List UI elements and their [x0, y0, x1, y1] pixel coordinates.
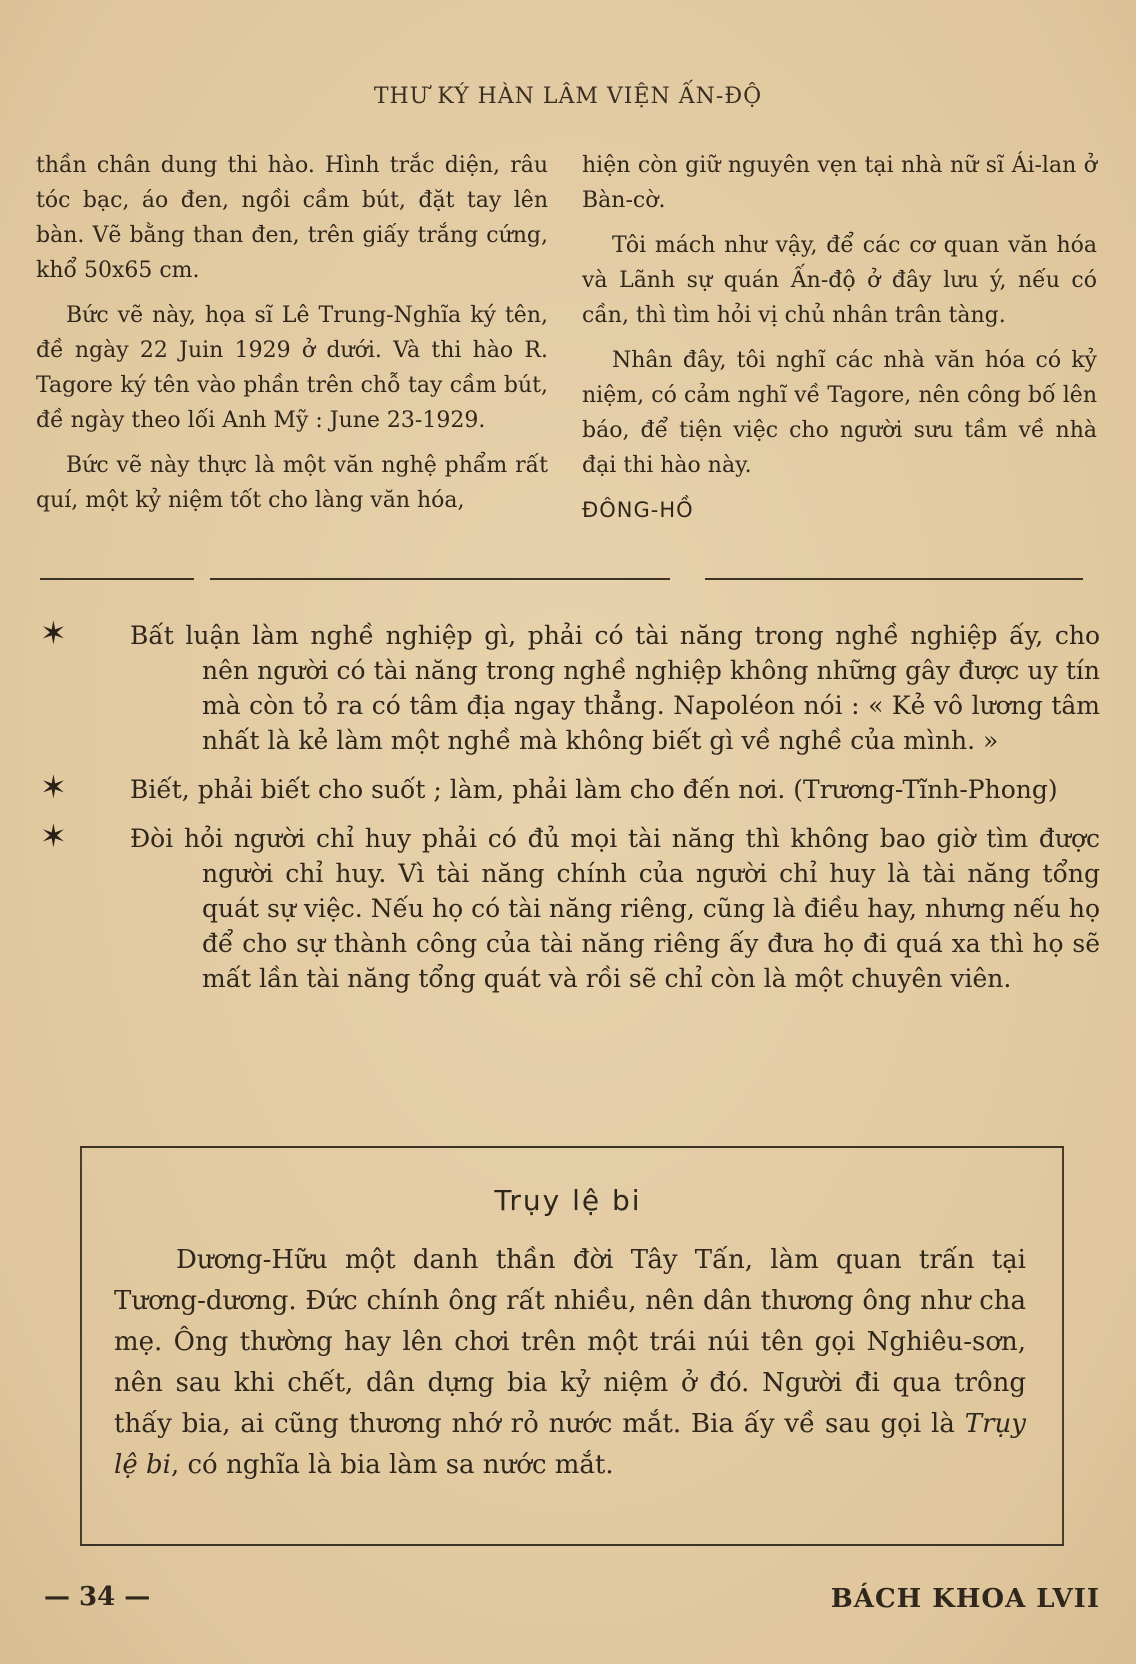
- box-text-end: , có nghĩa là bia làm sa nước mắt.: [170, 1450, 614, 1480]
- quote-item: [40, 614, 1100, 758]
- magazine-title: BÁCH KHOA LVII: [830, 1584, 1100, 1614]
- article-paragraph: Bức vẽ này thực là một văn nghệ phẩm rất quí, một kỷ niệm tốt cho làng văn hóa,: [36, 453, 548, 513]
- section-divider: [705, 578, 1083, 580]
- quote-item: [40, 817, 1100, 996]
- quotes-section: [40, 614, 1100, 1010]
- section-divider: [210, 578, 670, 580]
- quote-text: Đòi hỏi người chỉ huy phải có đủ mọi tài năng thì không bao giờ tìm được người chỉ huy. Vì tài năng chính của người chỉ huy là tài năng tổng quát sự việc. Nếu họ có tài năng riêng, cũng là điều hay, nhưng nếu họ để cho sự thành công của tài năng riêng ấy đưa họ đi quá xa thì họ sẽ mất lần tài năng tổng quát và rồi sẽ chỉ còn là một chuyên viên.: [130, 824, 1100, 993]
- article-right-column: [582, 148, 1097, 538]
- running-title: THƯ KÝ HÀN LÂM VIỆN ẤN-ĐỘ: [373, 84, 763, 109]
- quote-text: Bất luận làm nghề nghiệp gì, phải có tài năng trong nghề nghiệp ấy, cho nên người có tài năng trong nghề nghiệp không những gây được uy tín mà còn tỏ ra có tâm địa ngay thẳng. Napoléon nói : « Kẻ vô lương tâm nhất là kẻ làm một nghề mà không biết gì về nghề của mình. »: [130, 621, 1100, 755]
- author-signature: ĐÔNG-HỒ: [582, 498, 694, 522]
- quote-item: [40, 768, 1100, 807]
- article-paragraph: Bức vẽ này, họa sĩ Lê Trung-Nghĩa ký tên, đề ngày 22 Juin 1929 ở dưới. Và thi hào R. Tagore ký tên vào phần trên chỗ tay cầm bút, đề ngày theo lối Anh Mỹ : June 23-1929.: [36, 303, 548, 433]
- box-title: Trụy lệ bi: [494, 1184, 642, 1217]
- page-number: — 34 —: [44, 1582, 151, 1612]
- box-bottom-rule: [80, 1544, 1064, 1546]
- star-bullet-icon: ✶: [40, 817, 67, 855]
- article-left-column: [36, 148, 548, 528]
- quote-text: Biết, phải biết cho suốt ; làm, phải làm cho đến nơi. (Trương-Tĩnh-Phong): [130, 775, 1058, 804]
- star-bullet-icon: ✶: [40, 614, 67, 652]
- article-paragraph: thần chân dung thi hào. Hình trắc diện, râu tóc bạc, áo đen, ngồi cầm bút, đặt tay lên bàn. Vẽ bằng than đen, trên giấy trắng cứng, khổ 50x65 cm.: [36, 153, 548, 283]
- box-text-italic: Trụy lệ bi: [114, 1409, 1026, 1480]
- box-text-start: Dương-Hữu một danh thần đời Tây Tấn, làm quan trấn tại Tương-dương. Đức chính ông rất nhiều, nên dân thương ông như cha mẹ. Ông thường hay lên chơi trên một trái núi tên gọi Nghiêu-sơn, nên sau khi chết, dân dựng bia kỷ niệm ở đó. Người đi qua trông thấy bia, ai cũng thương nhớ rỏ nước mắt. Bia ấy về sau gọi là: [114, 1245, 1026, 1439]
- article-paragraph: hiện còn giữ nguyên vẹn tại nhà nữ sĩ Ái-lan ở Bàn-cờ.: [582, 153, 1097, 213]
- section-divider: [40, 578, 194, 580]
- article-paragraph: Tôi mách như vậy, để các cơ quan văn hóa và Lãnh sự quán Ấn-độ ở đây lưu ý, nếu có cần, thì tìm hỏi vị chủ nhân trân tàng.: [582, 233, 1097, 328]
- box-body: [114, 1240, 1026, 1486]
- star-bullet-icon: ✶: [40, 768, 67, 806]
- article-paragraph: Nhân đây, tôi nghĩ các nhà văn hóa có kỷ niệm, có cảm nghĩ về Tagore, nên công bố lên báo, để tiện việc cho người sưu tầm về nhà đại thi hào này.: [582, 348, 1097, 478]
